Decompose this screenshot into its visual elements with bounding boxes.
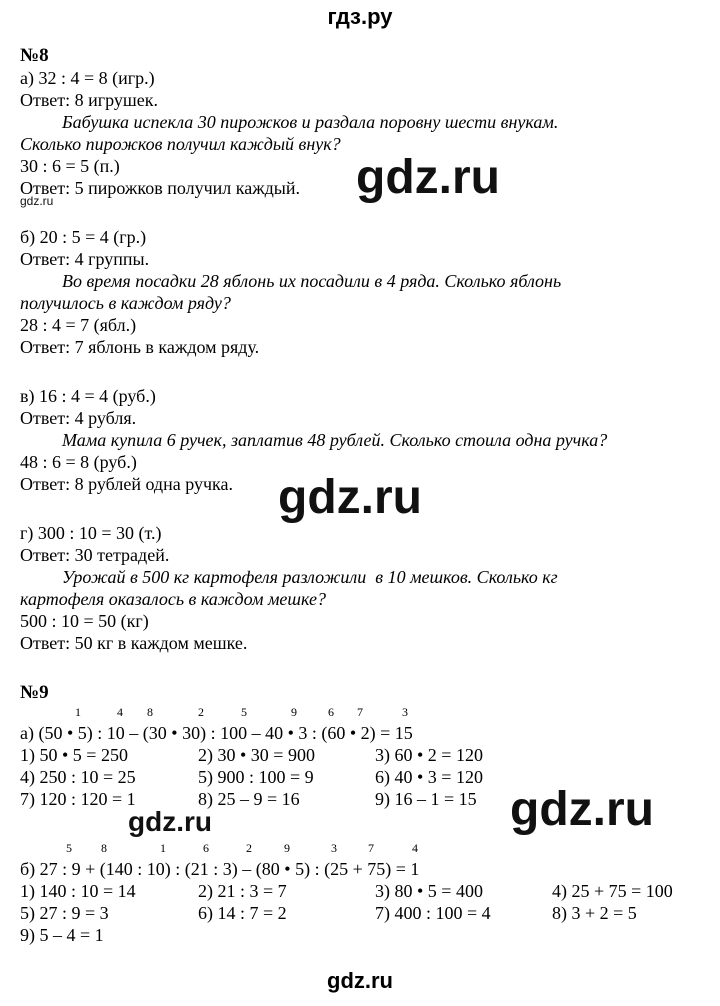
task9-a-order-mark: 3 [402, 705, 408, 719]
task9-a-order-mark: 5 [241, 705, 247, 719]
task8-b-problem-line2: получилось в каждом ряду? [20, 293, 231, 313]
task8-g-equation: г) 300 : 10 = 30 (т.) [20, 523, 162, 543]
task9-b-order-mark: 8 [101, 841, 107, 855]
task9-b-order-mark: 7 [368, 841, 374, 855]
task9-a-step: 1) 50 • 5 = 250 [20, 745, 128, 765]
task8-g-answer2: Ответ: 50 кг в каждом мешке. [20, 633, 248, 653]
task9-a-order-mark: 2 [198, 705, 204, 719]
task8-b-equation2: 28 : 4 = 7 (ябл.) [20, 315, 137, 335]
task9-a-expression: а) (50 • 5) : 10 – (30 • 30) : 100 – 40 • 3 : (60 • 2) = 15 [20, 723, 413, 743]
task9-b-order-mark: 1 [160, 841, 166, 855]
task9-a-order-mark: 4 [117, 705, 123, 719]
task9-b-order-mark: 4 [412, 841, 418, 855]
task8-b-answer2: Ответ: 7 яблонь в каждом ряду. [20, 337, 260, 357]
site-footer: gdz.ru [327, 968, 393, 993]
task8-a-answer: Ответ: 8 игрушек. [20, 90, 158, 110]
task8-g-equation2: 500 : 10 = 50 (кг) [20, 611, 149, 631]
task9-b-step: 8) 3 + 2 = 5 [552, 903, 637, 923]
task9-b-step: 3) 80 • 5 = 400 [375, 881, 483, 901]
task8-b-equation: б) 20 : 5 = 4 (гр.) [20, 227, 147, 247]
task8-a-problem-line2: Сколько пирожков получил каждый внук? [20, 134, 341, 154]
task8-v-equation: в) 16 : 4 = 4 (руб.) [20, 386, 156, 406]
task9-b-step: 4) 25 + 75 = 100 [552, 881, 673, 901]
watermark-large: gdz.ru [278, 471, 422, 524]
task9-a-step: 5) 900 : 100 = 9 [198, 767, 314, 787]
task9-a-order-mark: 7 [357, 705, 363, 719]
task9-a-order-mark: 9 [291, 705, 297, 719]
task8-v-problem: Мама купила 6 ручек, заплатив 48 рублей. Сколько стоила одна ручка? [62, 430, 608, 450]
task9-a-order-mark: 6 [328, 705, 334, 719]
task9-b-step: 6) 14 : 7 = 2 [198, 903, 287, 923]
task8-g-problem-line2: картофеля оказалось в каждом мешке? [20, 589, 326, 609]
watermark-large: gdz.ru [356, 151, 500, 204]
task9-a-order-mark: 8 [147, 705, 153, 719]
site-header: гдз.ру [327, 4, 393, 29]
task8-a-equation: а) 32 : 4 = 8 (игр.) [20, 68, 155, 88]
task9-b-step: 2) 21 : 3 = 7 [198, 881, 287, 901]
task9-a-step: 7) 120 : 120 = 1 [20, 789, 136, 809]
task9-a-step: 4) 250 : 10 = 25 [20, 767, 136, 787]
task8-b-problem-line1: Во время посадки 28 яблонь их посадили в 4 ряда. Сколько яблонь [62, 271, 562, 291]
watermark-small: gdz.ru [20, 194, 54, 208]
task8-g-problem-line1: Урожай в 500 кг картофеля разложили в 10 мешков. Сколько кг [62, 567, 558, 587]
task8-b-answer: Ответ: 4 группы. [20, 249, 150, 269]
task9-b-order-mark: 9 [284, 841, 290, 855]
task8-a-problem-line1: Бабушка испекла 30 пирожков и раздала поровну шести внукам. [62, 112, 559, 132]
task9-b-order-mark: 6 [203, 841, 209, 855]
task9-a-step: 6) 40 • 3 = 120 [375, 767, 483, 787]
task8-a-answer2: Ответ: 5 пирожков получил каждый. [20, 178, 301, 198]
task8-g-answer: Ответ: 30 тетрадей. [20, 545, 170, 565]
task9-b-order-mark: 3 [331, 841, 337, 855]
task8-title: №8 [20, 45, 49, 66]
task9-a-step: 2) 30 • 30 = 900 [198, 745, 315, 765]
task8-a-equation2: 30 : 6 = 5 (п.) [20, 156, 120, 176]
watermark-large: gdz.ru [510, 783, 654, 836]
task9-a-step: 8) 25 – 9 = 16 [198, 789, 300, 809]
task9-b-expression: б) 27 : 9 + (140 : 10) : (21 : 3) – (80 • 5) : (25 + 75) = 1 [20, 859, 420, 879]
task9-a-step: 9) 16 – 1 = 15 [375, 789, 477, 809]
task8-v-answer2: Ответ: 8 рублей одна ручка. [20, 474, 233, 494]
task9-a-order-mark: 1 [75, 705, 81, 719]
task9-b-step: 7) 400 : 100 = 4 [375, 903, 491, 923]
watermark-medium: gdz.ru [128, 806, 212, 837]
task9-b-step: 1) 140 : 10 = 14 [20, 881, 136, 901]
task9-b-step: 9) 5 – 4 = 1 [20, 925, 104, 945]
task9-b-order-mark: 2 [246, 841, 252, 855]
task9-a-step: 3) 60 • 2 = 120 [375, 745, 483, 765]
task9-b-order-mark: 5 [66, 841, 72, 855]
task8-v-answer: Ответ: 4 рубля. [20, 408, 137, 428]
task8-v-equation2: 48 : 6 = 8 (руб.) [20, 452, 137, 472]
task9-b-step: 5) 27 : 9 = 3 [20, 903, 109, 923]
task9-title: №9 [20, 682, 49, 703]
